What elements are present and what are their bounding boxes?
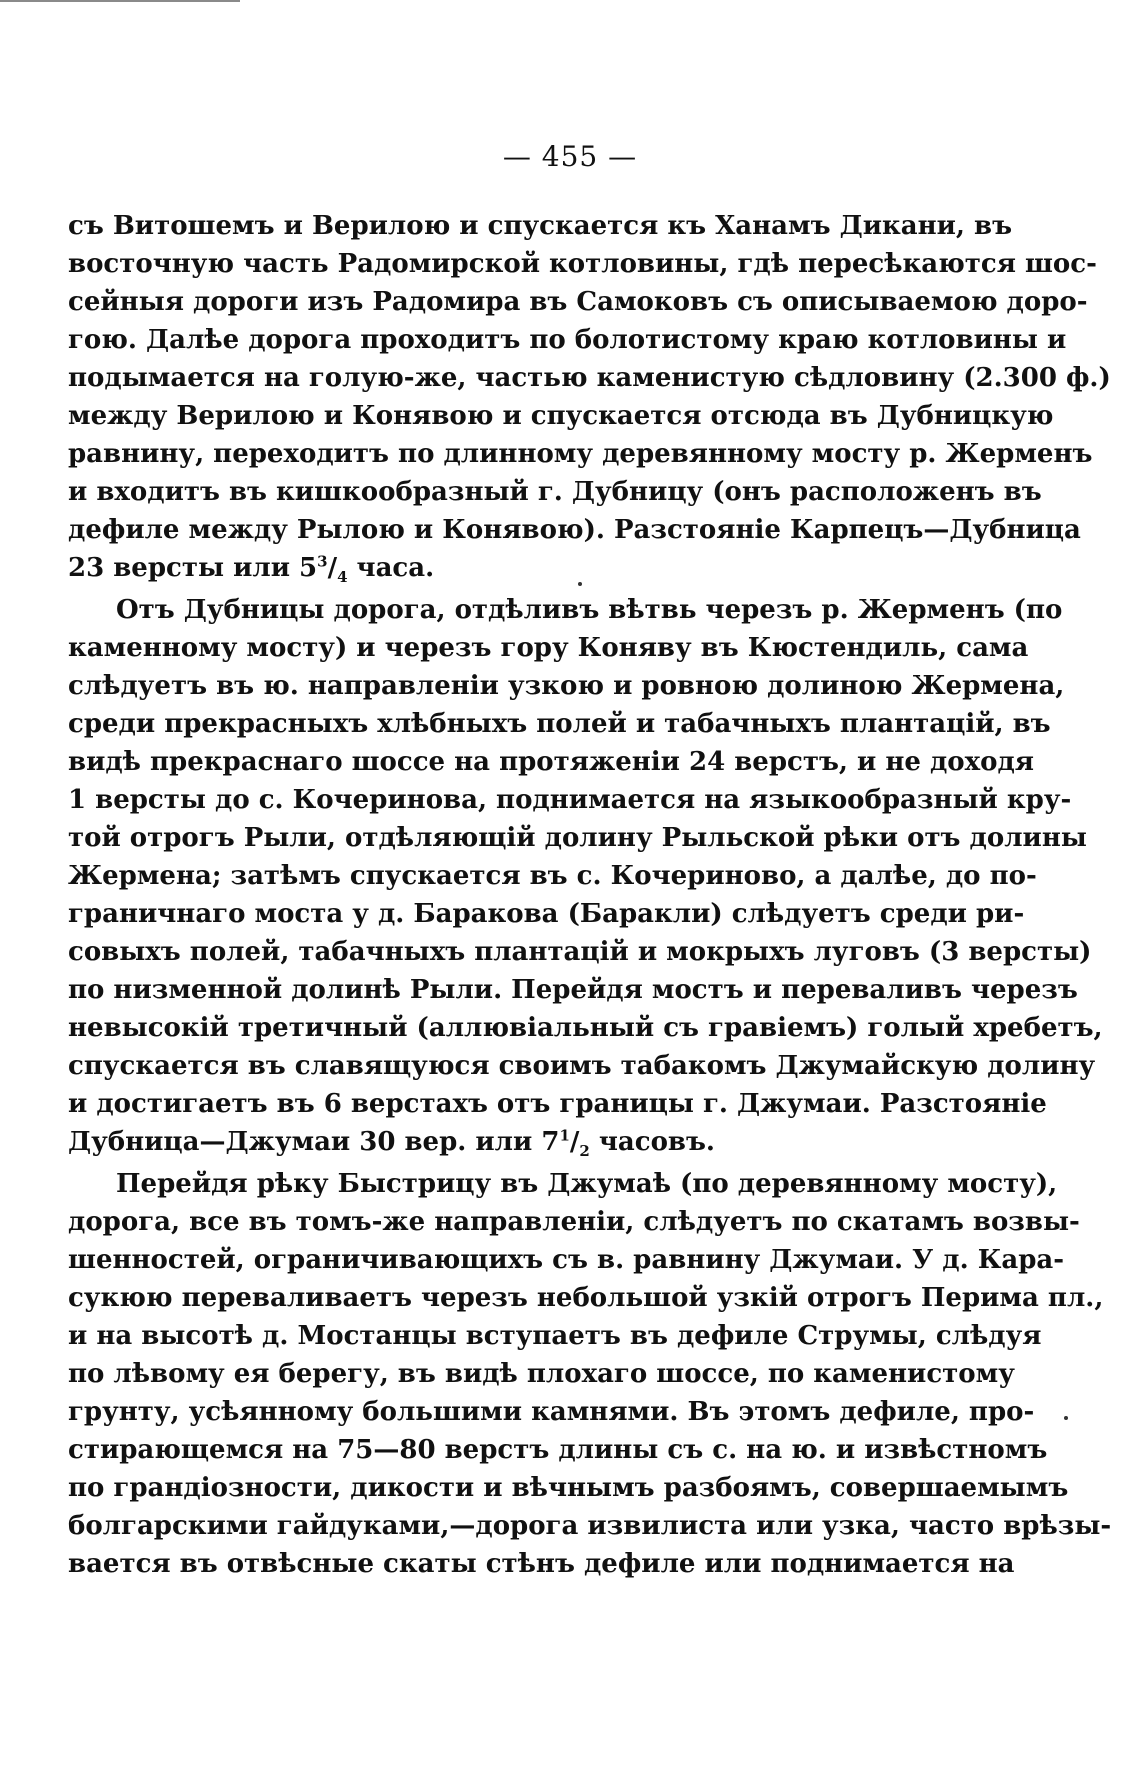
text-line: спускается въ славящуюся своимъ табакомъ Джумайскую долину: [68, 1051, 1096, 1081]
text-line: дефиле между Рылою и Конявою). Разстояніе Карпецъ—Дубница: [68, 515, 1081, 545]
paragraph-2: [68, 591, 1103, 1161]
fraction-slash: /: [569, 1127, 580, 1157]
scan-speck: [578, 582, 582, 586]
text-line: восточную часть Радомирской котловины, гдѣ пересѣкаются шос-: [68, 249, 1097, 279]
text-line: Жермена; затѣмъ спускается въ с. Кочериново, а далѣе, до по-: [68, 861, 1037, 891]
paragraph-last-line: [68, 549, 988, 587]
text-span: часовъ.: [589, 1127, 715, 1157]
page-number: — 455 —: [502, 140, 638, 173]
fraction-slash: /: [327, 553, 338, 583]
text-line: дорога, все въ томъ-же направленіи, слѣдуетъ по скатамъ возвы-: [68, 1207, 1080, 1237]
paragraph-last-line: [68, 1123, 988, 1161]
text-line: совыхъ полей, табачныхъ плантацій и мокрыхъ луговъ (3 версты): [68, 937, 1092, 967]
text-line: съ Витошемъ и Верилою и спускается къ Ханамъ Дикани, въ: [68, 211, 1013, 241]
text-line: сейныя дороги изъ Радомира въ Самоковъ съ описываемою доро-: [68, 287, 1088, 317]
text-line: и входитъ въ кишкообразный г. Дубницу (онъ расположенъ въ: [68, 477, 1042, 507]
fraction-denominator: 4: [337, 568, 348, 587]
text-line: и достигаетъ въ 6 верстахъ отъ границы г. Джумаи. Разстояніе: [68, 1089, 1047, 1119]
text-line: 1 версты до с. Кочеринова, поднимается на языкообразный кру-: [68, 785, 1072, 815]
text-line: равнину, переходитъ по длинному деревянному мосту р. Жерменъ: [68, 439, 1093, 469]
text-span: 23 версты или 5: [68, 553, 318, 583]
text-line: между Верилою и Конявою и спускается отсюда въ Дубницкую: [68, 401, 1054, 431]
fraction-numerator: 3: [317, 552, 328, 571]
fraction-numerator: 1: [559, 1126, 570, 1145]
text-span: Дубница—Джумаи 30 вер. или 7: [68, 1127, 560, 1157]
body-text: [68, 207, 1112, 1583]
text-span: часа.: [347, 553, 435, 583]
text-line: сукюю переваливаетъ черезъ небольшой узкій отрогъ Перима пл.,: [68, 1283, 1104, 1313]
text-line: гою. Далѣе дорога проходитъ по болотистому краю котловины и: [68, 325, 1067, 355]
text-line: по низменной долинѣ Рыли. Перейдя мостъ и переваливъ черезъ: [68, 975, 1078, 1005]
text-line: по лѣвому ея берегу, въ видѣ плохаго шоссе, по каменистому: [68, 1359, 1015, 1389]
paragraph-1: [68, 207, 1111, 587]
fraction-denominator: 2: [579, 1142, 590, 1161]
scan-edge-rule: [0, 0, 240, 2]
text-line: видѣ прекраснаго шоссе на протяженіи 24 верстъ, и не доходя: [68, 747, 1034, 777]
text-line: слѣдуетъ въ ю. направленіи узкою и ровною долиною Жермена,: [68, 671, 1065, 701]
text-line: грунту, усѣянному большими камнями. Въ этомъ дефиле, про-: [68, 1397, 1035, 1427]
text-line: каменному мосту) и черезъ гору Коняву въ Кюстендиль, сама: [68, 633, 1029, 663]
text-line: среди прекрасныхъ хлѣбныхъ полей и табачныхъ плантацій, въ: [68, 709, 1051, 739]
scan-speck: [1064, 1416, 1068, 1420]
text-line: граничнаго моста у д. Баракова (Баракли) слѣдуетъ среди ри-: [68, 899, 1025, 929]
paragraph-3: [68, 1165, 1112, 1583]
text-line: вается въ отвѣсные скаты стѣнъ дефиле или поднимается на: [68, 1549, 1015, 1579]
text-line: Отъ Дубницы дорога, отдѣливъ вѣтвь черезъ р. Жерменъ (по: [116, 595, 1063, 625]
text-line: стирающемся на 75—80 верстъ длины съ с. на ю. и извѣстномъ: [68, 1435, 1048, 1465]
text-line: невысокій третичный (аллювіальный съ гравіемъ) голый хребетъ,: [68, 1013, 1103, 1043]
text-line: подымается на голую-же, частью каменистую сѣдловину (2.300 ф.): [68, 363, 1111, 393]
text-line: болгарскими гайдуками,—дорога извилиста или узка, часто врѣзы-: [68, 1511, 1112, 1541]
text-line: шенностей, ограничивающихъ съ в. равнину Джумаи. У д. Кара-: [68, 1245, 1065, 1275]
text-line: той отрогъ Рыли, отдѣляющій долину Рыльской рѣки отъ долины: [68, 823, 1087, 853]
text-line: по грандіозности, дикости и вѣчнымъ разбоямъ, совершаемымъ: [68, 1473, 1069, 1503]
text-line: и на высотѣ д. Мостанцы вступаетъ въ дефиле Струмы, слѣдуя: [68, 1321, 1042, 1351]
text-line: Перейдя рѣку Быстрицу въ Джумаѣ (по деревянному мосту),: [116, 1169, 1058, 1199]
